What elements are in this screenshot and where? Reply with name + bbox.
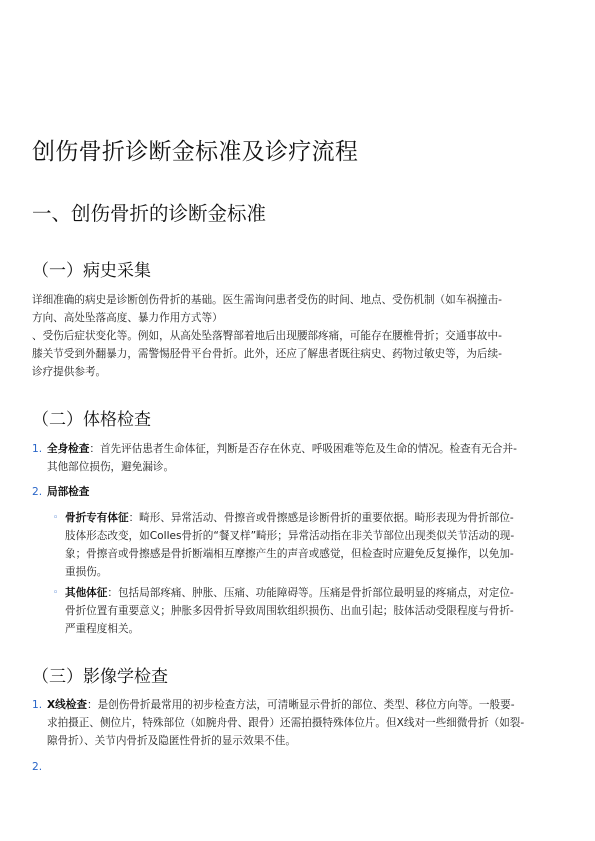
list-item-text: ：首先评估患者生命体征，判断是否存在休克、呼吸困难等危及生命的情况。检查有无合并- bbox=[89, 443, 517, 455]
bullet-icon: ◦ bbox=[53, 513, 59, 523]
paragraph-line: 方向、高处坠落高度、暴力作用方式等） bbox=[32, 312, 223, 324]
bullet-item-text: 严重程度相关。 bbox=[65, 623, 140, 635]
list-number: 1. bbox=[32, 699, 43, 711]
list-number: 2. bbox=[32, 761, 43, 773]
list-item-text: 隙骨折）、关节内骨折及隐匿性骨折的显示效果不佳。 bbox=[47, 735, 296, 747]
list-number: 2. bbox=[32, 486, 43, 498]
section-heading-diagnosis-standard: 一、创伤骨折的诊断金标准 bbox=[32, 202, 267, 225]
subsection-heading-physical-exam: （二）体格检查 bbox=[32, 410, 151, 430]
list-number: 1. bbox=[32, 443, 43, 455]
bullet-item-text: 骨折位置有重要意义；肿胀多因骨折导致周围软组织损伤、出血引起；肢体活动受限程度与骨折- bbox=[65, 605, 514, 617]
list-item-text: 求拍摄正、侧位片，特殊部位（如腕舟骨、跟骨）还需拍摄特殊体位片。但X线对一些细微骨折（如裂- bbox=[47, 717, 525, 729]
list-item-text: ：是创伤骨折最常用的初步检查方法，可清晰显示骨折的部位、类型、移位方向等。一般要- bbox=[86, 699, 515, 711]
history-paragraph bbox=[32, 291, 572, 381]
list-item-term: X线检查 bbox=[47, 699, 87, 711]
document-title: 创伤骨折诊断金标准及诊疗流程 bbox=[32, 139, 359, 165]
subsection-heading-imaging: （三）影像学检查 bbox=[32, 667, 168, 687]
bullet-item-term: 骨折专有体征 bbox=[65, 512, 129, 524]
paragraph-line: 、受伤后症状变化等。例如，从高处坠落臀部着地后出现腰部疼痛，可能存在腰椎骨折；交通事故中- bbox=[32, 330, 502, 342]
bullet-item-text: ：畸形、异常活动、骨擦音或骨擦感是诊断骨折的重要依据。畸形表现为骨折部位- bbox=[128, 512, 514, 524]
paragraph-line: 诊疗提供参考。 bbox=[32, 366, 107, 378]
paragraph-line: 详细准确的病史是诊断创伤骨折的基础。医生需询问患者受伤的时间、地点、受伤机制（如车祸撞击- bbox=[32, 294, 502, 306]
list-item-term: 全身检查 bbox=[47, 443, 90, 455]
bullet-icon: ◦ bbox=[53, 588, 59, 598]
paragraph-line: 膝关节受到外翻暴力，需警惕胫骨平台骨折。此外，还应了解患者既往病史、药物过敏史等，为后续- bbox=[32, 348, 502, 360]
bullet-item-text: 象；骨擦音或骨擦感是骨折断端相互摩擦产生的声音或感觉，但检查时应避免反复操作，以免加- bbox=[65, 548, 514, 560]
bullet-item-text: 重损伤。 bbox=[65, 566, 108, 578]
list-item-text: 其他部位损伤，避免漏诊。 bbox=[47, 461, 175, 473]
bullet-item-text: ：包括局部疼痛、肿胀、压痛、功能障碍等。压痛是骨折部位最明显的疼痛点，对定位- bbox=[107, 587, 514, 599]
bullet-item-text: 肢体形态改变，如Colles骨折的“餐叉样”畸形；异常活动指在非关节部位出现类似关节活动的现- bbox=[65, 530, 515, 542]
bullet-item-term: 其他体征 bbox=[65, 587, 108, 599]
list-item-term: 局部检查 bbox=[47, 486, 90, 498]
subsection-heading-history: （一）病史采集 bbox=[32, 261, 151, 281]
